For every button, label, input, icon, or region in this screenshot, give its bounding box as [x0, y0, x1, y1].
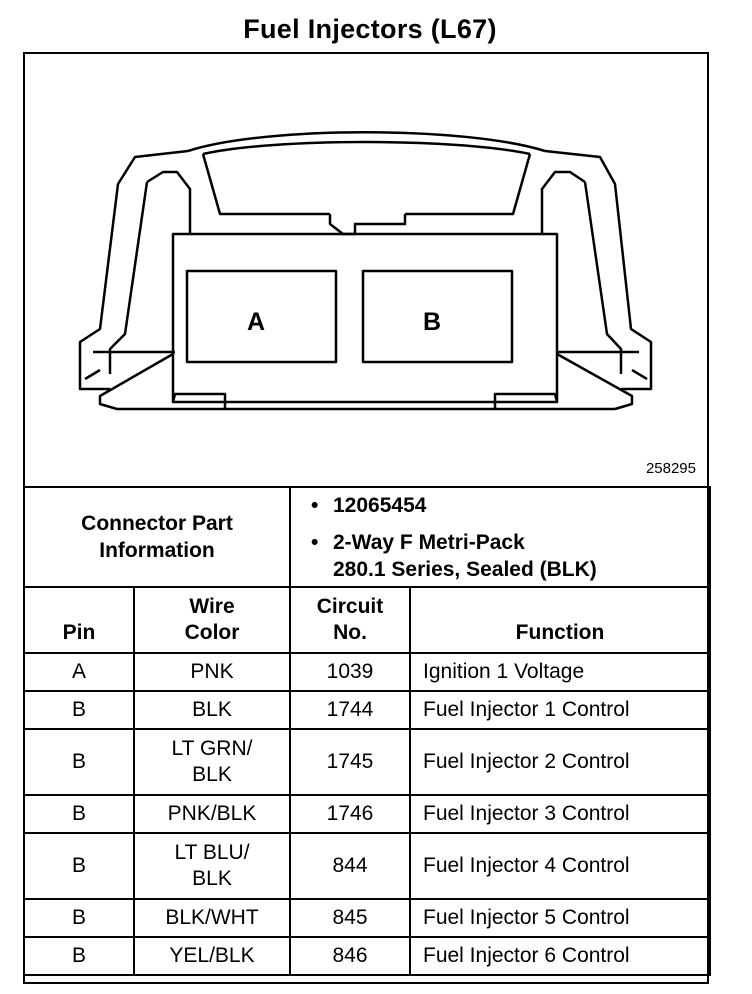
table-row	[24, 795, 710, 833]
cell-wire-color	[134, 937, 290, 975]
connector-info-values	[290, 487, 710, 587]
pinout-table	[23, 586, 711, 976]
cell-circuit: 844	[290, 833, 410, 899]
wire-color-line1: PNK	[190, 660, 234, 683]
header-function: Function	[410, 587, 710, 653]
cell-pin: B	[24, 729, 134, 795]
bullet-icon: •	[311, 530, 319, 554]
wire-color-line2: BLK	[192, 867, 232, 890]
cell-pin: B	[24, 691, 134, 729]
cell-pin: B	[24, 899, 134, 937]
wire-color-line1: LT GRN/	[171, 737, 253, 760]
cell-wire-color	[134, 653, 290, 691]
cell-circuit: 1745	[290, 729, 410, 795]
connector-info-label-line1: Connector Part	[81, 512, 233, 535]
cell-circuit: 846	[290, 937, 410, 975]
table-row	[24, 833, 710, 899]
wire-color-line1: YEL/BLK	[169, 944, 255, 967]
header-pin: Pin	[24, 587, 134, 653]
connector-info-table	[23, 486, 711, 588]
cell-pin: B	[24, 937, 134, 975]
table-row	[24, 653, 710, 691]
bullet-icon: •	[311, 493, 319, 517]
cell-function: Fuel Injector 4 Control	[410, 833, 710, 899]
table-row	[24, 937, 710, 975]
cell-pin: B	[24, 833, 134, 899]
table-row	[24, 729, 710, 795]
cell-function: Fuel Injector 3 Control	[410, 795, 710, 833]
cell-function: Fuel Injector 5 Control	[410, 899, 710, 937]
cavity-label-b: B	[422, 308, 442, 336]
figure-number: 258295	[645, 460, 696, 477]
connector-drawing	[25, 54, 707, 486]
header-wire-color-line2: Color	[184, 621, 240, 644]
cell-function: Ignition 1 Voltage	[410, 653, 710, 691]
part-number: 12065454	[333, 493, 427, 517]
cell-function: Fuel Injector 1 Control	[410, 691, 710, 729]
cell-function: Fuel Injector 2 Control	[410, 729, 710, 795]
wire-color-line2: BLK	[192, 763, 232, 786]
connector-description-line1: 2-Way F Metri-Pack	[333, 530, 525, 554]
header-circuit	[290, 587, 410, 653]
wire-color-line1: LT BLU/	[174, 841, 250, 864]
table-row	[24, 691, 710, 729]
cell-circuit: 845	[290, 899, 410, 937]
wire-color-line1: PNK/BLK	[167, 802, 257, 825]
cell-wire-color	[134, 899, 290, 937]
header-circuit-line1: Circuit	[316, 595, 384, 618]
cell-pin: B	[24, 795, 134, 833]
cell-wire-color	[134, 729, 290, 795]
connector-description-line2: 280.1 Series, Sealed (BLK)	[333, 557, 597, 581]
wire-color-line1: BLK	[192, 698, 232, 721]
cell-function: Fuel Injector 6 Control	[410, 937, 710, 975]
connector-info-label-line2: Information	[99, 539, 215, 562]
page-title: Fuel Injectors (L67)	[243, 14, 497, 44]
cell-circuit: 1744	[290, 691, 410, 729]
wire-color-line1: BLK/WHT	[165, 906, 259, 929]
header-wire-color	[134, 587, 290, 653]
cell-wire-color	[134, 833, 290, 899]
table-header-row	[24, 587, 710, 653]
header-circuit-line2: No.	[333, 621, 367, 644]
table-row	[24, 899, 710, 937]
header-wire-color-line1: Wire	[189, 595, 235, 618]
cell-circuit: 1039	[290, 653, 410, 691]
cavity-label-a: A	[246, 308, 266, 336]
cell-wire-color	[134, 691, 290, 729]
cell-pin: A	[24, 653, 134, 691]
cell-circuit: 1746	[290, 795, 410, 833]
cell-wire-color	[134, 795, 290, 833]
connector-info-label	[24, 487, 290, 587]
